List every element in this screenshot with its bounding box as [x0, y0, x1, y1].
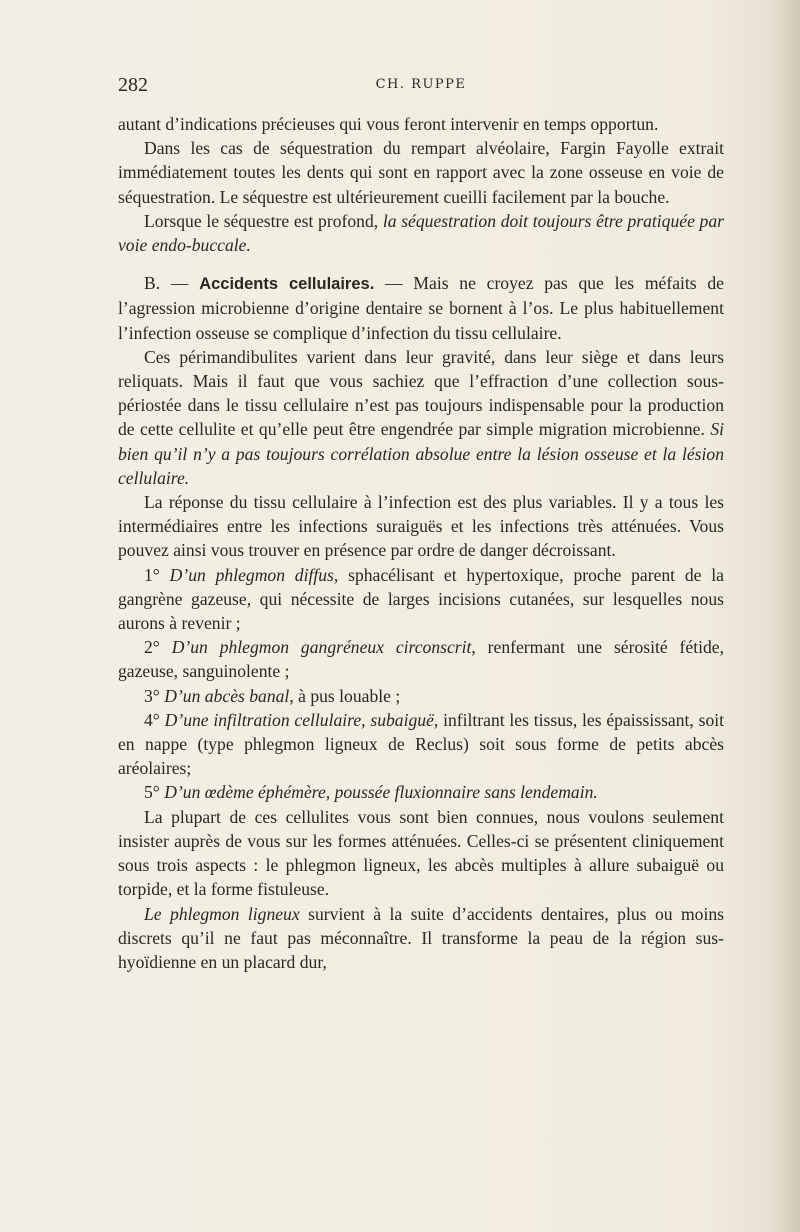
paragraph-p4: [118, 271, 724, 345]
bold-text: Accidents cellulaires.: [199, 275, 375, 294]
paragraph-p2: [118, 136, 724, 209]
text-run: , infiltrant les tissus, les épaississant, soit en nappe (type phlegmon ligneux de Reclus) soit sous forme de petits abcès aréolaires;: [118, 709, 725, 779]
text-run: 5°: [144, 782, 165, 803]
italic-text: Le phlegmon ligneux: [144, 903, 300, 924]
text-run: Dans les cas de séquestration du rempart alvéolaire, Fargin Fayolle extrait immédiatement toutes les dents qui sont en rapport avec la zone osseuse en voie de séquestration. Le séquestre est ultérieurement cueilli facilement par la bouche.: [118, 138, 724, 207]
italic-text: D’un phlegmon gangréneux circonscrit: [171, 637, 472, 658]
section-gap: [118, 257, 724, 271]
italic-text: Si bien qu’il n’y a pas toujours corrélation absolue entre la lésion osseuse et la lésion cellulaire.: [118, 419, 724, 488]
paragraph-p6: [118, 490, 724, 563]
text-run: autant d’indications précieuses qui vous feront intervenir en temps opportun.: [118, 114, 659, 134]
paragraph-p5: [118, 345, 724, 490]
italic-text: D’une infiltration cellulaire, subaiguë: [164, 709, 434, 730]
italic-text: D’un abcès banal: [164, 685, 290, 706]
page-header: [118, 74, 724, 98]
paragraph-p12: [118, 805, 724, 902]
text-run: 2°: [144, 637, 172, 658]
italic-text: D’un œdème éphémère, poussée fluxionnaire sans lendemain.: [164, 782, 598, 803]
text-run: Lorsque le séquestre est profond,: [144, 210, 383, 231]
italic-text: D’un phlegmon diffus: [169, 564, 334, 585]
running-head: CH. RUPPE: [375, 77, 467, 92]
page-number: 282: [118, 74, 148, 96]
text-run: 1°: [144, 564, 170, 585]
paragraph-p7: [118, 563, 724, 636]
paragraph-p3: [118, 209, 724, 257]
paragraph-p10: [118, 708, 724, 781]
text-run: B. —: [144, 273, 200, 294]
text-run: — Mais ne croyez pas que les méfaits de l’agression microbienne d’origine dentaire se bornent à l’os. Le plus habituellement l’infection osseuse se complique d’infection du tissu cellulaire.: [118, 273, 724, 343]
text-run: Ces périmandibulites varient dans leur gravité, dans leur siège et dans leurs reliquats. Mais il faut que vous sachiez que l’effraction d’une collection sous-périostée dans le tissu cellulaire n’est pas toujours indispensable pour la production de cette cellulite et qu’elle peut être engendrée par simple migration microbienne.: [118, 346, 724, 440]
page-edge-shadow: [772, 0, 800, 1232]
paragraph-p9: [118, 684, 724, 708]
paragraph-p1: [118, 112, 724, 136]
paragraph-p11: [118, 780, 724, 804]
text-run: survient à la suite d’accidents dentaires, plus ou moins discrets qu’il ne faut pas méconnaître. Il transforme la peau de la région sus-hyoïdienne en un placard dur,: [118, 903, 724, 972]
text-run: , sphacélisant et hypertoxique, proche parent de la gangrène gazeuse, qui nécessite de larges incisions cutanées, sur lesquelles nous aurons à revenir ;: [118, 564, 724, 634]
paragraph-p13: [118, 902, 724, 975]
text-run: , renfermant une sérosité fétide, gazeuse, sanguinolente ;: [118, 637, 724, 682]
page-body-text: [118, 112, 724, 974]
text-run: , à pus louable ;: [289, 685, 401, 706]
italic-text: la séquestration doit toujours être pratiquée par voie endo-buccale.: [118, 210, 724, 256]
text-run: La réponse du tissu cellulaire à l’infection est des plus variables. Il y a tous les intermédiaires entre les infections suraiguës et les infections très atténuées. Vous pouvez ainsi vous trouver en présence par ordre de danger décroissant.: [118, 492, 724, 561]
text-run: 3°: [144, 685, 165, 706]
paragraph-p8: [118, 635, 724, 683]
text-run: La plupart de ces cellulites vous sont bien connues, nous voulons seulement insister auprès de vous sur les formes atténuées. Celles-ci se présentent cliniquement sous trois aspects : le phlegmon ligneux, les abcès multiples à allure subaiguë ou torpide, et la forme fistuleuse.: [118, 806, 724, 900]
text-run: 4°: [144, 709, 165, 730]
